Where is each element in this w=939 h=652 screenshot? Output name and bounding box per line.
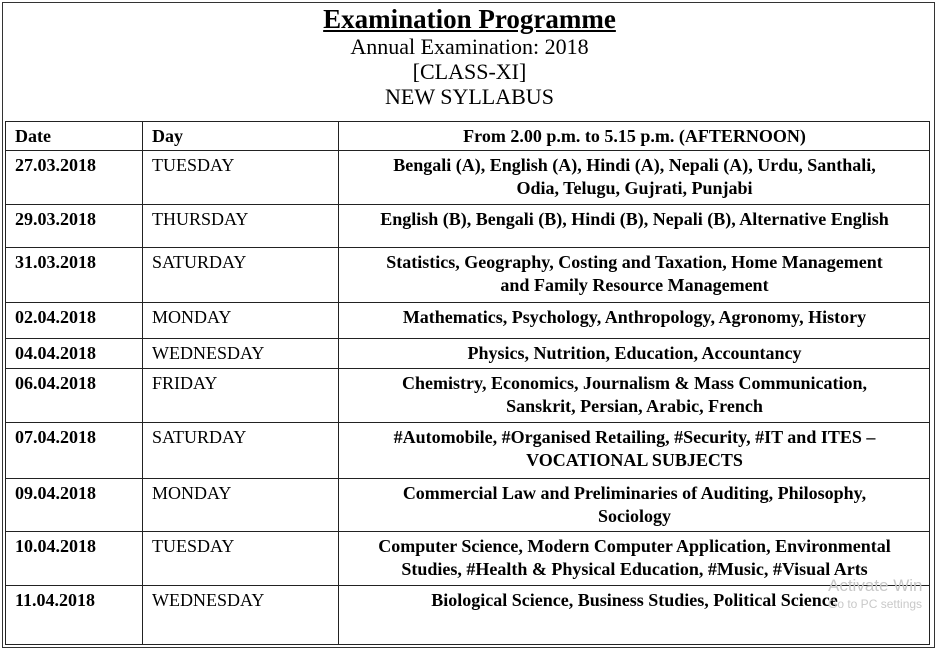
exam-day: TUESDAY	[143, 151, 339, 205]
exam-day: WEDNESDAY	[143, 339, 339, 369]
exam-date: 10.04.2018	[6, 532, 143, 586]
exam-date: 02.04.2018	[6, 302, 143, 338]
exam-day: TUESDAY	[143, 532, 339, 586]
subject-line: Sanskrit, Persian, Arabic, French	[506, 396, 763, 417]
exam-date: 04.04.2018	[6, 339, 143, 369]
table-header-row	[6, 122, 930, 151]
exam-day: THURSDAY	[143, 204, 339, 247]
subject-line: Physics, Nutrition, Education, Accountancy	[467, 343, 802, 364]
exam-date: 31.03.2018	[6, 248, 143, 303]
table-row	[6, 422, 930, 478]
page-title: Examination Programme	[323, 4, 616, 34]
table-row	[6, 302, 930, 338]
exam-subjects	[339, 586, 930, 645]
exam-schedule-table	[5, 121, 930, 645]
subject-line: Sociology	[597, 505, 671, 526]
exam-subjects	[339, 151, 930, 205]
exam-day: MONDAY	[143, 302, 339, 338]
subject-line: Bengali (A), English (A), Hindi (A), Nepali (A), Urdu, Santhali,	[393, 155, 876, 175]
table-row	[6, 248, 930, 303]
exam-day: FRIDAY	[143, 369, 339, 423]
exam-day: SATURDAY	[143, 248, 339, 303]
exam-day: SATURDAY	[143, 422, 339, 478]
subject-line: #Automobile, #Organised Retailing, #Security, #IT and ITES –	[393, 426, 876, 447]
document-header	[0, 4, 939, 109]
subject-line: Statistics, Geography, Costing and Taxation, Home Management	[386, 252, 883, 273]
column-header-day: Day	[143, 122, 339, 151]
exam-subjects	[339, 422, 930, 478]
column-header-time: From 2.00 p.m. to 5.15 p.m. (AFTERNOON)	[339, 122, 930, 151]
table-row	[6, 369, 930, 423]
exam-name: Annual Examination: 2018	[350, 34, 589, 59]
exam-subjects	[339, 302, 930, 338]
exam-date: 06.04.2018	[6, 369, 143, 423]
exam-date: 07.04.2018	[6, 422, 143, 478]
table-row	[6, 151, 930, 205]
exam-date: 09.04.2018	[6, 478, 143, 532]
table-row	[6, 586, 930, 645]
subject-line: and Family Resource Management	[500, 275, 769, 296]
subject-line: VOCATIONAL SUBJECTS	[526, 449, 743, 470]
subject-line: Computer Science, Modern Computer Application, Environmental	[378, 536, 891, 557]
watermark-line-2: Go to PC settings	[828, 597, 923, 611]
exam-day: MONDAY	[143, 478, 339, 532]
table-row	[6, 478, 930, 532]
table-row	[6, 204, 930, 247]
exam-date: 27.03.2018	[6, 151, 143, 205]
exam-subjects	[339, 478, 930, 532]
subject-line: Chemistry, Economics, Journalism & Mass Communication,	[402, 373, 867, 394]
table-row	[6, 339, 930, 369]
exam-date: 29.03.2018	[6, 204, 143, 247]
exam-date: 11.04.2018	[6, 586, 143, 645]
exam-subjects	[339, 204, 930, 247]
exam-day: WEDNESDAY	[143, 586, 339, 645]
subject-line: Biological Science, Business Studies, Political Science	[431, 590, 838, 611]
subject-line: English (B), Bengali (B), Hindi (B), Nepali (B), Alternative English	[380, 208, 889, 229]
exam-subjects	[339, 339, 930, 369]
subject-line: Commercial Law and Preliminaries of Auditing, Philosophy,	[402, 482, 867, 503]
subject-line: Studies, #Health & Physical Education, #Music, #Visual Arts	[401, 559, 868, 580]
subject-line: Odia, Telugu, Gujrati, Punjabi	[516, 178, 753, 198]
subject-line: Mathematics, Psychology, Anthropology, Agronomy, History	[402, 306, 867, 327]
table-row	[6, 532, 930, 586]
column-header-date: Date	[6, 122, 143, 151]
exam-subjects	[339, 369, 930, 423]
syllabus-label: NEW SYLLABUS	[385, 84, 554, 109]
exam-subjects	[339, 532, 930, 586]
exam-subjects	[339, 248, 930, 303]
watermark-line-1: Activate Win	[828, 576, 923, 595]
class-label: [CLASS-XI]	[412, 59, 527, 84]
